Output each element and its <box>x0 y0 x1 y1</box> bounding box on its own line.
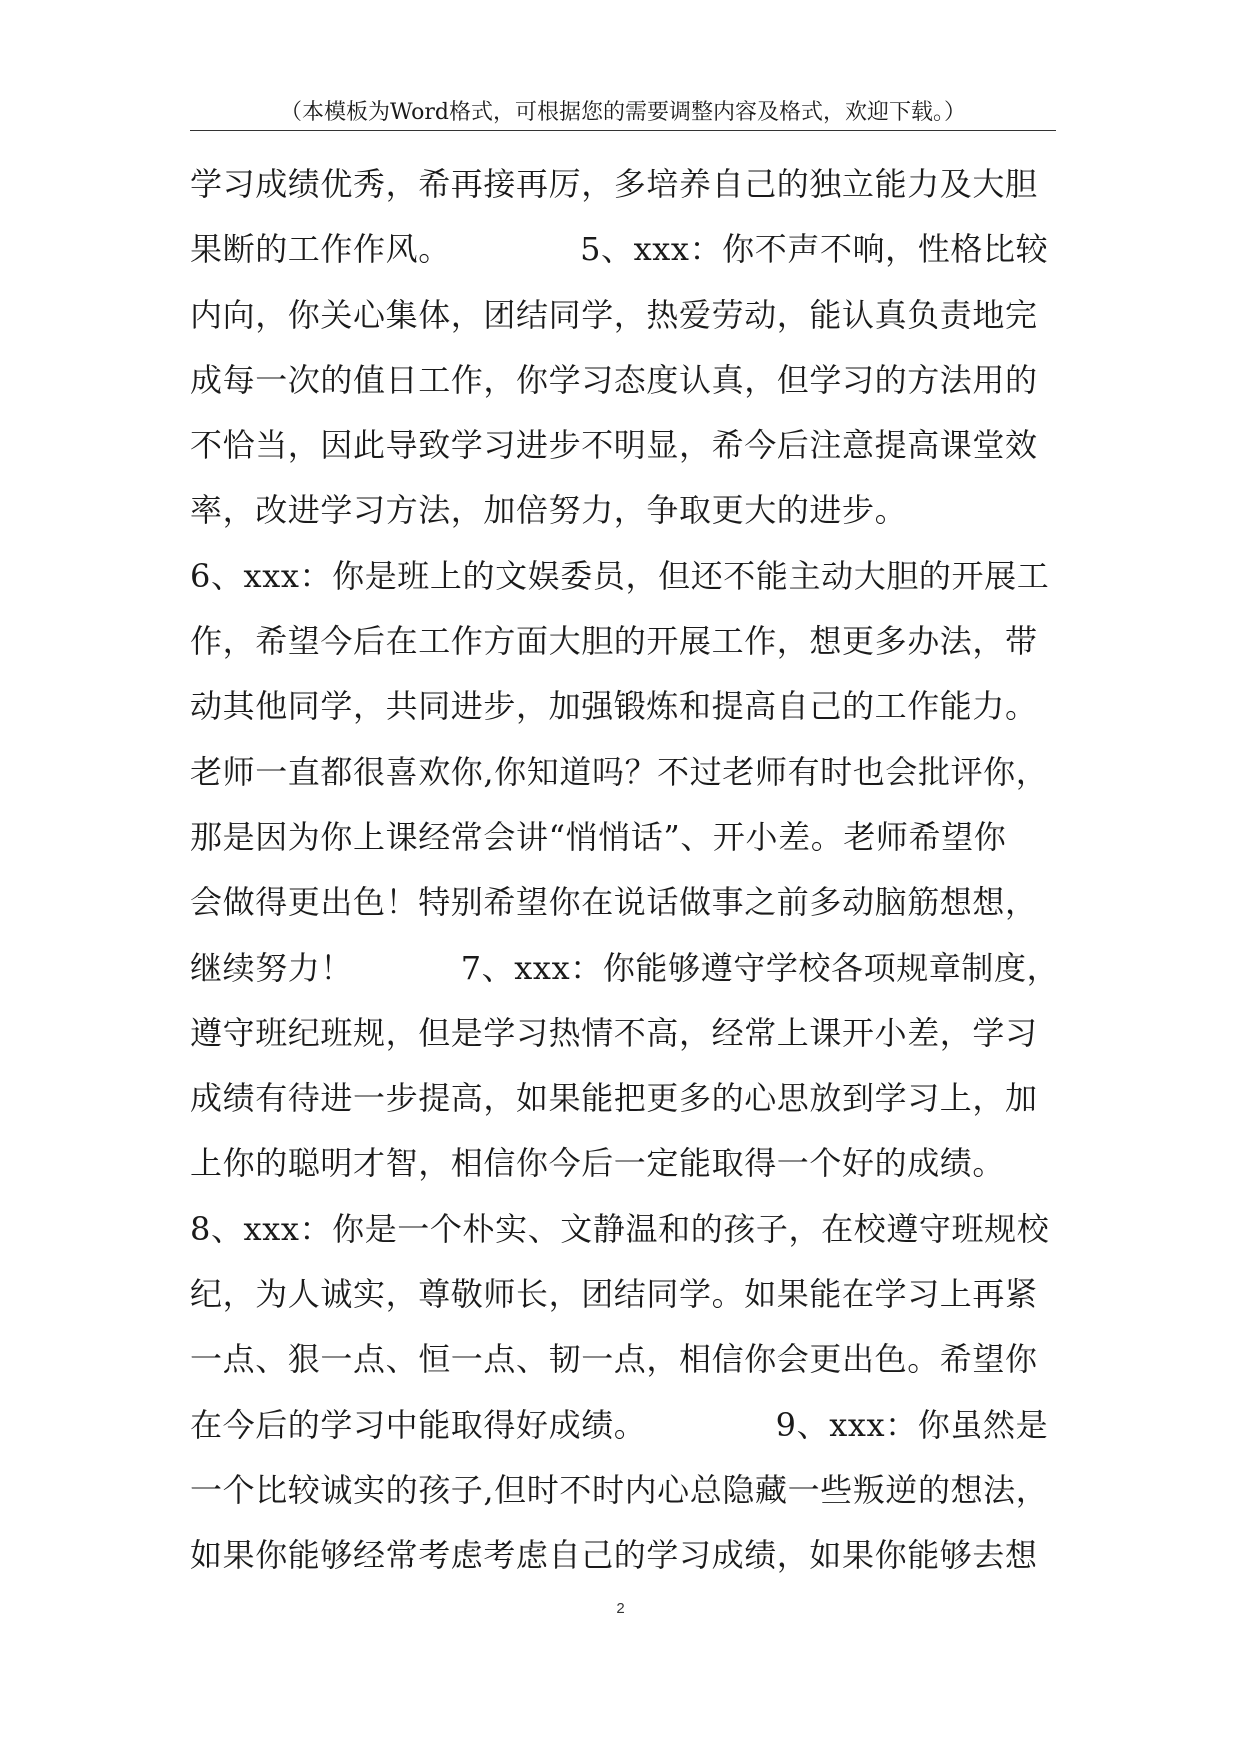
header-divider <box>190 130 1056 131</box>
page-number: 2 <box>616 1600 625 1617</box>
text-line: 学习成绩优秀，希再接再厉，多培养自己的独立能力及大胆 <box>190 165 1038 203</box>
text-line: 纪，为人诚实，尊敬师长，团结同学。如果能在学习上再紧 <box>190 1275 1038 1314</box>
text-line: 不恰当，因此导致学习进步不明显，希今后注意提高课堂效 <box>190 426 1038 465</box>
text-line: 那是因为你上课经常会讲“悄悄话”、开小差。老师希望你 <box>190 817 1007 856</box>
text-line: 果断的工作作风。 5、xxx：你不声不响，性格比较 <box>190 230 1049 269</box>
text-line: 8、xxx：你是一个朴实、文静温和的孩子，在校遵守班规校 <box>190 1209 1050 1248</box>
text-line: 上你的聪明才智，相信你今后一定能取得一个好的成绩。 <box>190 1144 1006 1183</box>
text-line: 作，希望今后在工作方面大胆的开展工作，想更多办法，带 <box>190 622 1038 661</box>
template-note: （本模板为Word格式，可根据您的需要调整内容及格式，欢迎下载。） <box>280 100 966 125</box>
text-line: 老师一直都很喜欢你,你知道吗？不过老师有时也会批评你， <box>190 752 1049 791</box>
text-line: 成绩有待进一步提高，如果能把更多的心思放到学习上，加 <box>190 1079 1038 1118</box>
text-line: 继续努力！ 7、xxx：你能够遵守学校各项规章制度， <box>190 948 1060 987</box>
document-body <box>190 152 1060 1589</box>
text-line: 遵守班纪班规，但是学习热情不高，经常上课开小差，学习 <box>190 1013 1038 1052</box>
text-line: 率，改进学习方法，加倍努力，争取更大的进步。 <box>190 491 908 530</box>
text-line: 如果你能够经常考虑考虑自己的学习成绩，如果你能够去想 <box>190 1536 1038 1575</box>
text-line: 动其他同学，共同进步，加强锻炼和提高自己的工作能力。 <box>190 687 1038 726</box>
text-line: 一个比较诚实的孩子,但时不时内心总隐藏一些叛逆的想法， <box>190 1470 1049 1509</box>
text-line: 在今后的学习中能取得好成绩。 9、xxx：你虽然是 <box>190 1405 1049 1444</box>
text-line: 一点、狠一点、恒一点、韧一点，相信你会更出色。希望你 <box>190 1340 1038 1379</box>
text-line: 6、xxx：你是班上的文娱委员，但还不能主动大胆的开展工 <box>190 556 1050 595</box>
text-line: 会做得更出色！特别希望你在说话做事之前多动脑筋想想， <box>190 883 1038 922</box>
text-line: 成每一次的值日工作，你学习态度认真，但学习的方法用的 <box>190 360 1038 399</box>
text-line: 内向，你关心集体，团结同学，热爱劳动，能认真负责地完 <box>190 295 1038 334</box>
